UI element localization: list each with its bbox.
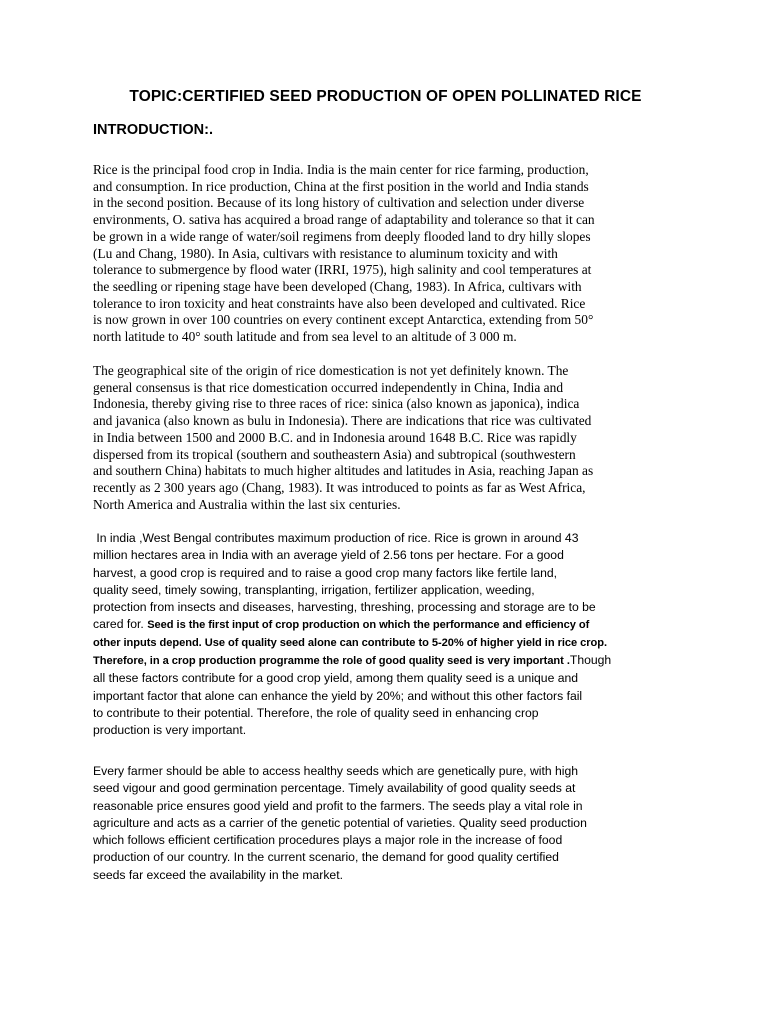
text-line: (Lu and Chang, 1980). In Asia, cultivars with resistance to aluminum toxicity and with xyxy=(93,245,558,261)
text-line: Rice is the principal food crop in India. India is the main center for rice farming, production, xyxy=(93,162,589,177)
paragraph-quality-seed xyxy=(93,530,678,740)
text-line: to contribute to their potential. Therefore, the role of quality seed in enhancing crop xyxy=(93,705,539,720)
paragraph-rice-overview xyxy=(93,162,678,346)
text-line: Indonesia, thereby giving rise to three races of rice: sinica (also known as japonica), indica xyxy=(93,396,580,412)
text-line: is now grown in over 100 countries on every continent except Antarctica, extending from 50° xyxy=(93,312,594,328)
text-line: which follows efficient certification procedures plays a major role in the increase of food xyxy=(93,833,563,848)
text-line: million hectares area in India with an average yield of 2.56 tons per hectare. For a good xyxy=(93,548,564,563)
text-line: important factor that alone can enhance the yield by 20%; and without this other factors fail xyxy=(93,688,583,703)
text-line: seed vigour and good germination percentage. Timely availability of good quality seeds at xyxy=(93,781,576,796)
text-line: The geographical site of the origin of rice domestication is not yet definitely known. The xyxy=(93,363,569,378)
introduction-heading: INTRODUCTION:. xyxy=(93,122,214,138)
text-line: and consumption. In rice production, China at the first position in the world and India stands xyxy=(93,178,589,194)
text-line: protection from insects and diseases, harvesting, threshing, processing and storage are to be xyxy=(93,600,596,615)
paragraph-rice-origin xyxy=(93,363,678,513)
bold-text-segment: Therefore, in a crop production programme the role of good quality seed is very important . xyxy=(93,655,570,668)
text-line: In india ,West Bengal contributes maximum production of rice. Rice is grown in around 43 xyxy=(93,531,579,545)
text-line: North America and Australia within the last six centuries. xyxy=(93,496,401,512)
text-line: agriculture and acts as a carrier of the genetic potential of varieties. Quality seed production xyxy=(93,815,587,830)
text-line: Every farmer should be able to access healthy seeds which are genetically pure, with high xyxy=(93,764,579,778)
text-line: in the second position. Because of its long history of cultivation and selection under diverse xyxy=(93,195,585,211)
text-line: production of our country. In the current scenario, the demand for good quality certified xyxy=(93,850,559,865)
text-segment: Though xyxy=(569,653,612,668)
text-line: tolerance to iron toxicity and heat constraints have also been developed and cultivated. Rice xyxy=(93,295,586,311)
text-line: environments, O. sativa has acquired a broad range of adaptability and tolerance so that it can xyxy=(93,212,595,228)
text-line: the seedling or ripening stage have been developed (Chang, 1983). In Africa, cultivars with xyxy=(93,278,582,294)
text-line: north latitude to 40° south latitude and from sea level to an altitude of 3 000 m. xyxy=(93,329,517,345)
text-line: recently as 2 300 years ago (Chang, 1983). It was introduced to points as far as West Africa, xyxy=(93,479,586,495)
text-line: production is very important. xyxy=(93,723,247,738)
text-line-mixed xyxy=(93,616,678,634)
text-line: reasonable price ensures good yield and profit to the farmers. The seeds play a vital role in xyxy=(93,798,583,813)
text-line: in India between 1500 and 2000 B.C. and in Indonesia around 1648 B.C. Rice was rapidly xyxy=(93,429,577,445)
bold-text-line: other inputs depend. Use of quality seed alone can contribute to 5-20% of higher yield in rice crop. xyxy=(93,636,608,649)
text-line: seeds far exceed the availability in the market. xyxy=(93,867,343,882)
text-line: be grown in a wide range of water/soil regimens from deeply flooded land to dry hilly slopes xyxy=(93,228,591,244)
text-segment: cared for. xyxy=(93,617,148,632)
document-page xyxy=(93,0,678,1024)
text-line: harvest, a good crop is required and to raise a good crop many factors like fertile land, xyxy=(93,565,558,580)
text-line: and southern China) habitats to much higher altitudes and latitudes in Asia, reaching Japan as xyxy=(93,463,594,479)
text-line-mixed xyxy=(93,652,678,670)
text-line: dispersed from its tropical (southern and southeastern Asia) and subtropical (southwestern xyxy=(93,446,576,462)
text-line: quality seed, timely sowing, transplanting, irrigation, fertilizer application, weeding, xyxy=(93,582,535,597)
text-line: general consensus is that rice domestication occurred independently in China, India and xyxy=(93,379,564,395)
text-line: tolerance to submergence by flood water (IRRI, 1975), high salinity and cool temperatures at xyxy=(93,262,592,278)
text-line: all these factors contribute for a good crop yield, among them quality seed is a unique and xyxy=(93,671,579,686)
text-line: and javanica (also known as bulu in Indonesia). There are indications that rice was cultivated xyxy=(93,413,592,429)
page-title: TOPIC:CERTIFIED SEED PRODUCTION OF OPEN POLLINATED RICE xyxy=(129,88,642,105)
bold-text-segment: Seed is the first input of crop production on which the performance and efficiency of xyxy=(147,619,590,632)
paragraph-farmer-access xyxy=(93,763,678,884)
